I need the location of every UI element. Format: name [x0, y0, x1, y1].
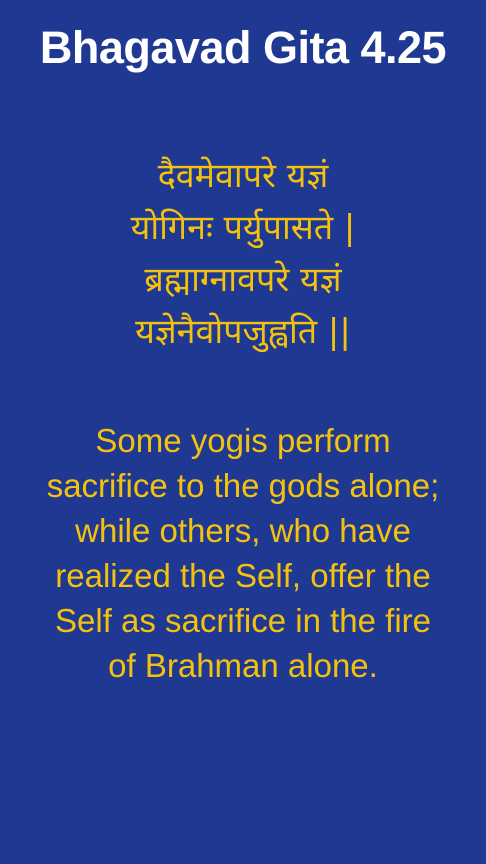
- page-title: Bhagavad Gita 4.25: [39, 22, 447, 73]
- translation-line: of Brahman alone.: [108, 647, 378, 684]
- translation-line: while others, who have: [75, 512, 411, 549]
- translation-line: sacrifice to the gods alone;: [46, 467, 440, 504]
- translation-line: Self as sacrifice in the fire: [55, 602, 431, 639]
- sanskrit-line: ब्रह्माग्नावपरे यज्ञं: [144, 260, 342, 300]
- sanskrit-line: दैवमेवापरे यज्ञं: [157, 156, 329, 196]
- translation-line: Some yogis perform: [95, 422, 391, 459]
- translation-line: realized the Self, offer the: [55, 557, 431, 594]
- sanskrit-line: यज्ञेनैवोपजुह्वति ||: [135, 312, 351, 352]
- sanskrit-line: योगिनः पर्युपासते |: [130, 208, 356, 248]
- english-translation: [0, 418, 486, 688]
- sanskrit-verse: [0, 150, 486, 358]
